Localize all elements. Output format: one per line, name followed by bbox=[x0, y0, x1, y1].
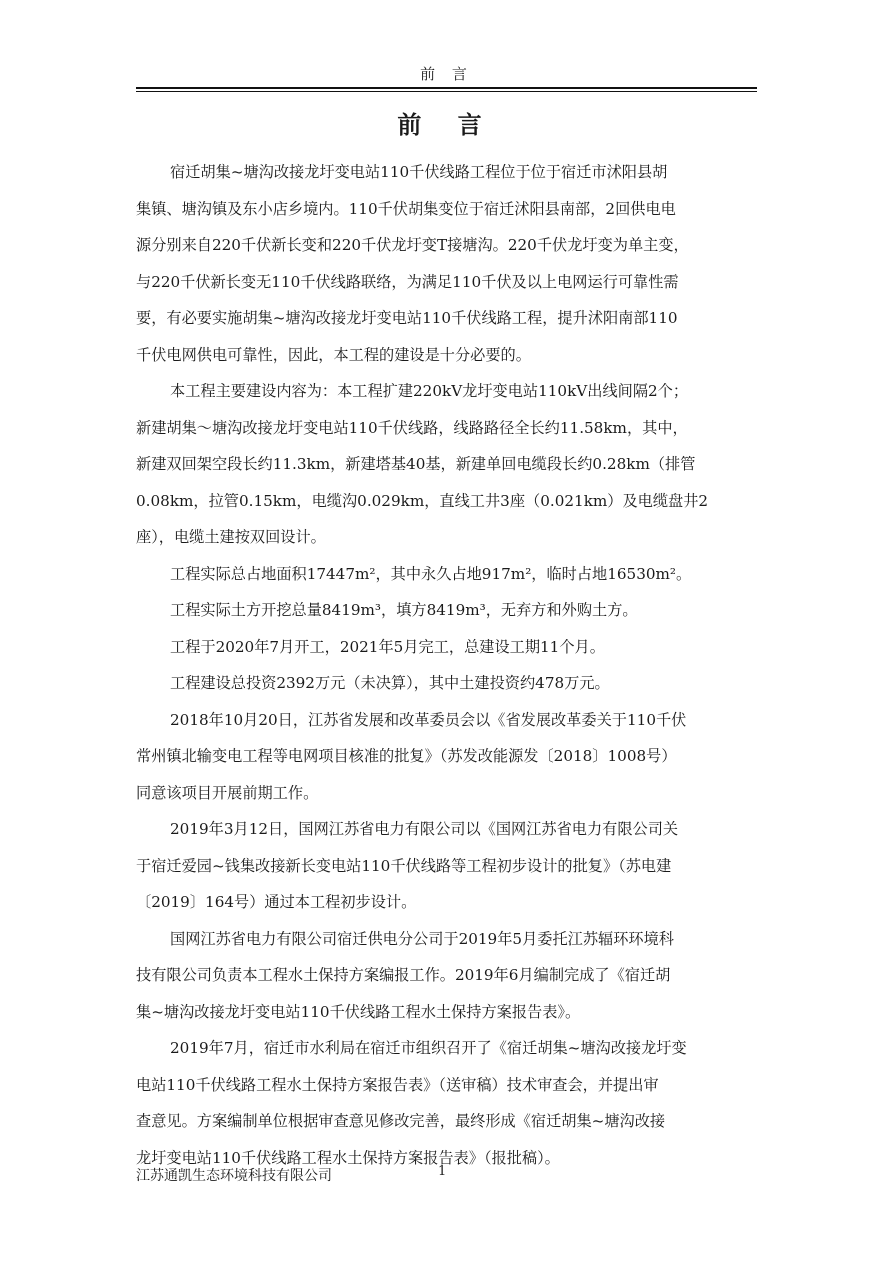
paragraph-line: 集镇、塘沟镇及东小店乡境内。110千伏胡集变位于宿迁沭阳县南部，2回供电电 bbox=[136, 199, 676, 218]
paragraph-line: 座），电缆土建按双回设计。 bbox=[136, 528, 326, 546]
paragraph-line: 新建双回架空段长约11.3km，新建塔基40基，新建单回电缆段长约0.28km（排管 bbox=[136, 455, 696, 473]
paragraph bbox=[136, 154, 760, 373]
paragraph-line: 查意见。方案编制单位根据审查意见修改完善，最终形成《宿迁胡集~塘沟改接 bbox=[136, 1112, 666, 1130]
paragraph-line: 源分别来自220千伏新长变和220千伏龙圩变T接塘沟。220千伏龙圩变为单主变， bbox=[136, 236, 689, 254]
paragraph-line: 国网江苏省电力有限公司宿迁供电分公司于2019年5月委托江苏辐环环境科 bbox=[170, 929, 674, 948]
paragraph-line: 技有限公司负责本工程水土保持方案编报工作。2019年6月编制完成了《宿迁胡 bbox=[136, 966, 671, 984]
paragraph-line: 集~塘沟改接龙圩变电站110千伏线路工程水土保持方案报告表》。 bbox=[136, 1002, 581, 1021]
paragraph-line: 同意该项目开展前期工作。 bbox=[136, 783, 319, 802]
paragraph-line: 要，有必要实施胡集~塘沟改接龙圩变电站110千伏线路工程，提升沭阳南部110 bbox=[136, 309, 678, 327]
paragraph-line: 工程于2020年7月开工，2021年5月完工，总建设工期11个月。 bbox=[170, 637, 605, 656]
paragraph-line: 〔2019〕164号）通过本工程初步设计。 bbox=[136, 893, 417, 911]
paragraph-line: 于宿迁爱园~钱集改接新长变电站110千伏线路等工程初步设计的批复》（苏电建 bbox=[136, 856, 672, 875]
paragraph-line: 千伏电网供电可靠性，因此，本工程的建设是十分必要的。 bbox=[136, 345, 531, 364]
paragraph-line: 2018年10月20日，江苏省发展和改革委员会以《省发展改革委关于110千伏 bbox=[170, 710, 687, 729]
paragraph bbox=[136, 373, 760, 556]
paragraph-line: 0.08km，拉管0.15km，电缆沟0.029km，直线工井3座（0.021km）及电缆盘井2 bbox=[136, 491, 709, 510]
paragraph bbox=[136, 921, 760, 1031]
header-rule-thick bbox=[136, 87, 757, 89]
page-title: 前 言 bbox=[397, 110, 496, 139]
paragraph-line: 2019年7月，宿迁市水利局在宿迁市组织召开了《宿迁胡集~塘沟改接龙圩变 bbox=[170, 1039, 687, 1057]
paragraph-line: 电站110千伏线路工程水土保持方案报告表》（送审稿）技术审查会，并提出审 bbox=[136, 1075, 659, 1094]
paragraph-line: 宿迁胡集~塘沟改接龙圩变电站110千伏线路工程位于位于宿迁市沭阳县胡 bbox=[170, 163, 668, 181]
page-number: 1 bbox=[438, 1164, 447, 1179]
paragraph-line: 2019年3月12日，国网江苏省电力有限公司以《国网江苏省电力有限公司关 bbox=[170, 820, 679, 838]
paragraph bbox=[136, 1030, 760, 1176]
paragraph-line: 与220千伏新长变无110千伏线路联络，为满足110千伏及以上电网运行可靠性需 bbox=[136, 272, 679, 291]
paragraph bbox=[136, 811, 760, 921]
body-text bbox=[136, 154, 760, 1176]
footer-organization: 江苏通凯生态环境科技有限公司 bbox=[136, 1168, 332, 1184]
paragraph bbox=[136, 702, 760, 812]
paragraph-line: 工程实际土方开挖总量8419m³，填方8419m³，无弃方和外购土方。 bbox=[170, 601, 638, 619]
paragraph bbox=[136, 665, 760, 702]
running-header: 前 言 bbox=[420, 65, 473, 83]
paragraph-line: 常州镇北输变电工程等电网项目核准的批复》（苏发改能源发〔2018〕1008号） bbox=[136, 747, 677, 765]
header-rule-thin bbox=[136, 91, 757, 92]
paragraph-line: 龙圩变电站110千伏线路工程水土保持方案报告表》（报批稿）。 bbox=[136, 1148, 560, 1167]
paragraph-line: 新建胡集～塘沟改接龙圩变电站110千伏线路，线路路径全长约11.58km，其中， bbox=[136, 418, 688, 437]
paragraph bbox=[136, 592, 760, 629]
paragraph bbox=[136, 629, 760, 666]
paragraph-line: 工程建设总投资2392万元（未决算），其中土建投资约478万元。 bbox=[170, 674, 610, 692]
paragraph-line: 工程实际总占地面积17447m²，其中永久占地917m²，临时占地16530m²。 bbox=[170, 564, 692, 583]
paragraph-line: 本工程主要建设内容为：本工程扩建220kV龙圩变电站110kV出线间隔2个； bbox=[170, 382, 689, 400]
paragraph bbox=[136, 556, 760, 593]
